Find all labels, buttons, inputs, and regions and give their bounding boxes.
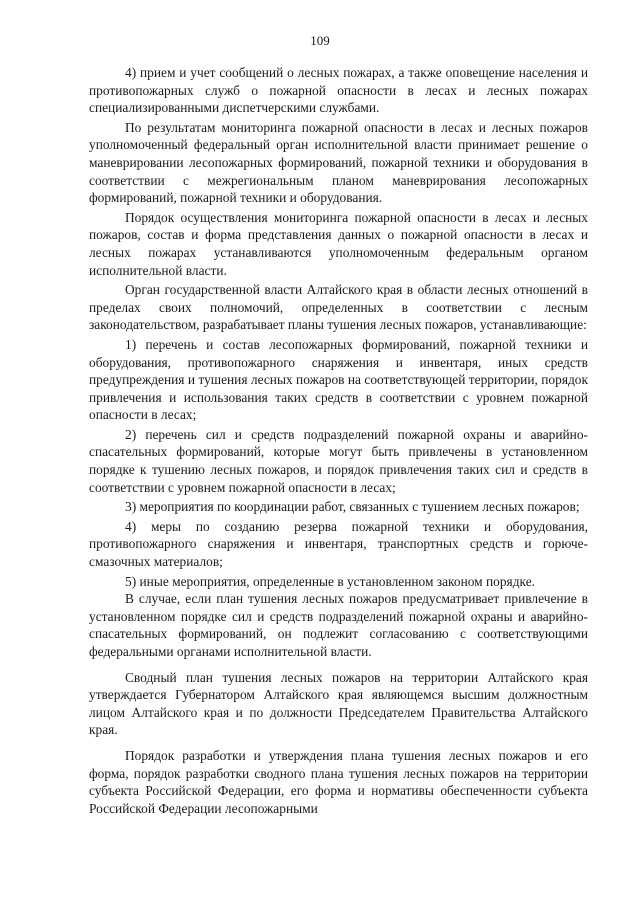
paragraph-list-item-1: 1) перечень и состав лесопожарных формирований, пожарной техники и оборудования, противопожарного снаряжения и инвентаря, иных средств предупреждения и тушения лесных пожаров на соответствующей территории, порядок привлечения и использования таких средств в соответствии с уровнем пожарной опасности в лесах; bbox=[89, 336, 588, 423]
paragraph-plan-procedure: Порядок разработки и утверждения плана тушения лесных пожаров и его форма, порядок разработки сводного плана тушения лесных пожаров на территории субъекта Российской Федерации, его форма и нормативы обеспеченности субъекта Российской Федерации лесопожарными bbox=[89, 747, 588, 816]
paragraph-coordination: В случае, если план тушения лесных пожаров предусматривает привлечение в установленном порядке сил и средств подразделений пожарной охраны и аварийно-спасательных формирований, он подлежит согласованию с соответствующими федеральными органами исполнительной власти. bbox=[89, 591, 588, 659]
paragraph-list-item-2: 2) перечень сил и средств подразделений пожарной охраны и аварийно-спасательных формирований, которые могут быть привлечены в установленном порядке к тушению лесных пожаров, и порядок привлечения таких сил и средств в соответствии с уровнем пожарной опасности в лесах; bbox=[89, 426, 588, 495]
paragraph-item-4: 4) прием и учет сообщений о лесных пожарах, а также оповещение населения и противопожарных служб о пожарной опасности в лесах и лесных пожарах специализированными диспетчерскими службами. bbox=[89, 65, 588, 116]
paragraph-monitoring-results: По результатам мониторинга пожарной опасности в лесах и лесных пожаров уполномоченный федеральный орган исполнительной власти принимает решение о маневрировании лесопожарных формирований, пожарной техники и оборудования в соответствии с межрегиональным планом маневрирования лесопожарных формирований, пожарной техники и оборудования. bbox=[89, 119, 588, 206]
paragraph-list-item-5: 5) иные мероприятия, определенные в установленном законом порядке. bbox=[125, 573, 535, 589]
paragraph-list-item-3: 3) мероприятия по координации работ, связанных с тушением лесных пожаров; bbox=[125, 499, 580, 515]
paragraph-state-authority: Орган государственной власти Алтайского края в области лесных отношений в пределах своих полномочий, определенных в соответствии с лесным законодательством, разрабатывает планы тушения лесных пожаров, устанавливающие: bbox=[89, 282, 588, 333]
paragraph-consolidated-plan: Сводный план тушения лесных пожаров на территории Алтайского края утверждается Губернатором Алтайского края являющемся высшим должностным лицом Алтайского края и по должности Председателем Правительства Алтайского края. bbox=[89, 669, 588, 738]
page-number: 109 bbox=[310, 33, 330, 48]
paragraph-monitoring-procedure: Порядок осуществления мониторинга пожарной опасности в лесах и лесных пожаров, состав и форма представления данных о пожарной опасности в лесах и лесных пожарах устанавливаются уполномоченным федеральным органом исполнительной власти. bbox=[89, 209, 588, 278]
paragraph-list-item-4: 4) меры по созданию резерва пожарной техники и оборудования, противопожарного снаряжения и инвентаря, транспортных средств и горюче-смазочных материалов; bbox=[89, 518, 588, 570]
document-body bbox=[89, 64, 588, 817]
